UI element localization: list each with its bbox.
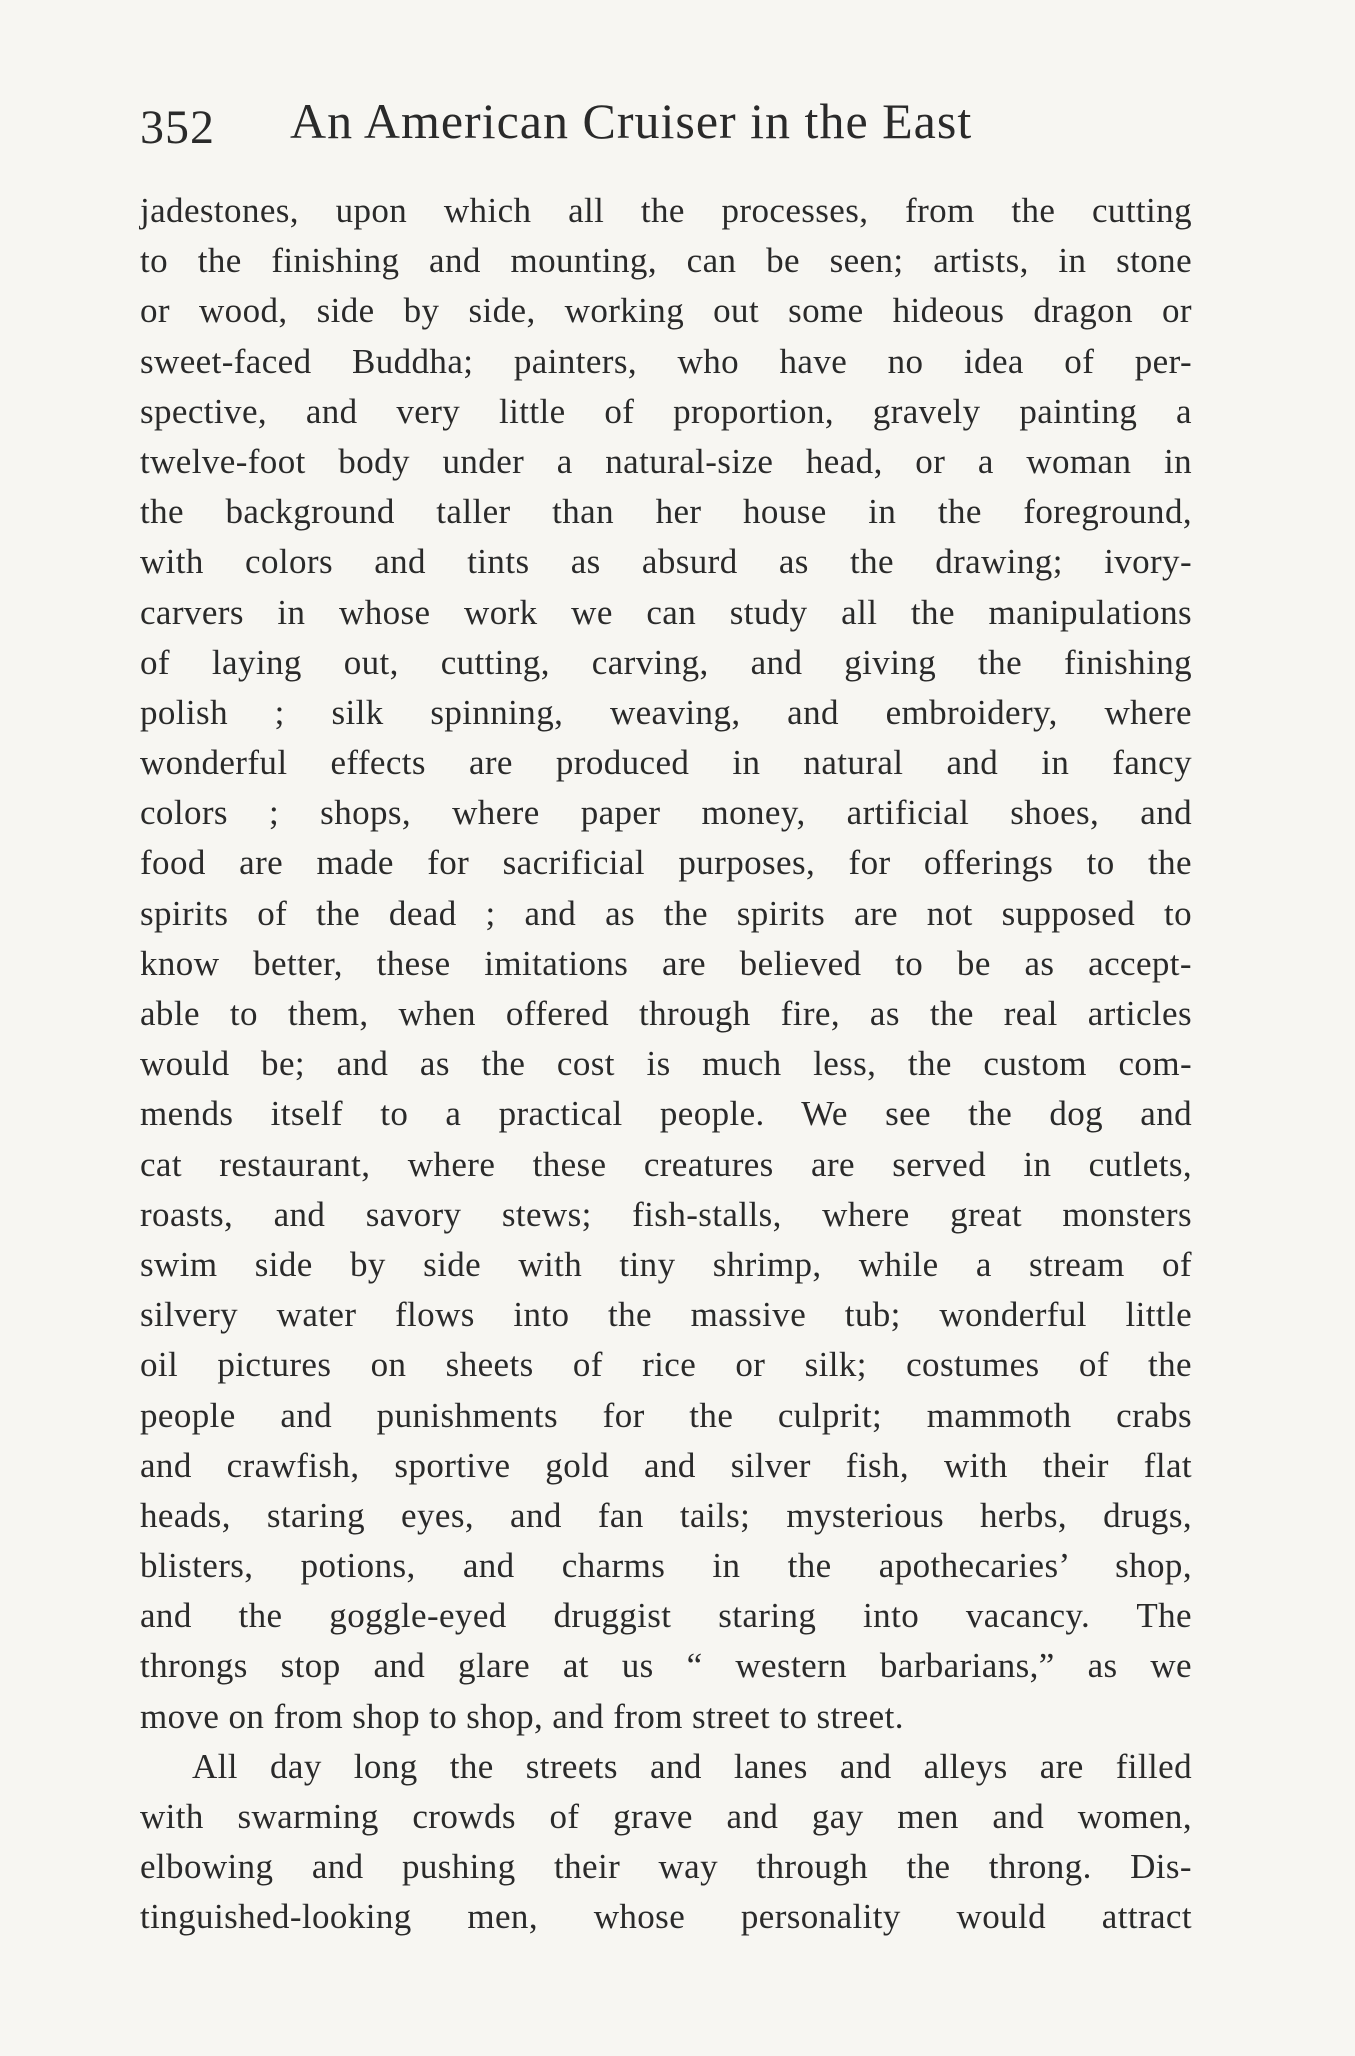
text-line: blisters, potions, and charms in the apothecaries’ shop, — [140, 1546, 1192, 1586]
text-line: able to them, when offered through fire, as the real articles — [140, 994, 1192, 1033]
text-line: throngs stop and glare at us “ western barbarians,” as we — [140, 1646, 1192, 1686]
text-line: would be; and as the cost is much less, the custom com- — [140, 1044, 1192, 1084]
text-line: twelve-foot body under a natural-size head, or a woman in — [140, 441, 1192, 481]
body-text — [140, 186, 1192, 1943]
paragraph — [140, 186, 1192, 1742]
text-line: swim side by side with tiny shrimp, while a stream of — [140, 1244, 1192, 1284]
text-line: colors ; shops, where paper money, artificial shoes, and — [140, 793, 1192, 833]
text-line: to the finishing and mounting, can be seen; artists, in stone — [140, 241, 1192, 281]
text-line: with colors and tints as absurd as the drawing; ivory- — [140, 542, 1192, 582]
text-line: spective, and very little of proportion, gravely painting a — [140, 391, 1192, 431]
text-line: of laying out, cutting, carving, and giving the finishing — [140, 642, 1192, 682]
text-line: and crawfish, sportive gold and silver fish, with their flat — [140, 1445, 1192, 1485]
text-line: oil pictures on sheets of rice or silk; costumes of the — [140, 1345, 1192, 1385]
text-line: cat restaurant, where these creatures are served in cutlets, — [140, 1144, 1192, 1184]
text-line: wonderful effects are produced in natural and in fancy — [140, 743, 1192, 783]
text-line: the background taller than her house in the foreground, — [140, 492, 1192, 532]
text-line: All day long the streets and lanes and alleys are filled — [192, 1746, 1192, 1786]
page-header — [140, 88, 1200, 158]
text-line: sweet-faced Buddha; painters, who have no idea of per- — [140, 341, 1192, 381]
text-line: spirits of the dead ; and as the spirits are not supposed to — [140, 893, 1192, 933]
paragraph — [140, 1742, 1192, 1943]
text-line: heads, staring eyes, and fan tails; mysterious herbs, drugs, — [140, 1495, 1192, 1535]
text-line: with swarming crowds of grave and gay men and women, — [140, 1797, 1192, 1836]
text-line: mends itself to a practical people. We see the dog and — [140, 1094, 1192, 1134]
text-line: polish ; silk spinning, weaving, and embroidery, where — [140, 692, 1192, 732]
text-line: elbowing and pushing their way through the throng. Dis- — [140, 1847, 1192, 1887]
page-number: 352 — [140, 101, 215, 154]
text-line: move on from shop to shop, and from street to street. — [140, 1696, 904, 1736]
text-line: food are made for sacrificial purposes, for offerings to the — [140, 843, 1192, 883]
text-line: silvery water flows into the massive tub; wonderful little — [140, 1295, 1192, 1335]
text-line: jadestones, upon which all the processes, from the cutting — [140, 191, 1192, 230]
text-line: carvers in whose work we can study all the manipulations — [140, 592, 1192, 632]
text-line: tinguished-looking men, whose personality would attract — [140, 1897, 1192, 1937]
text-line: or wood, side by side, working out some hideous dragon or — [140, 291, 1192, 331]
text-line: know better, these imitations are believed to be as accept- — [140, 943, 1192, 983]
running-title: An American Cruiser in the East — [290, 93, 973, 149]
text-line: people and punishments for the culprit; mammoth crabs — [140, 1395, 1192, 1435]
text-line: roasts, and savory stews; fish-stalls, where great monsters — [140, 1194, 1192, 1234]
text-line: and the goggle-eyed druggist staring into vacancy. The — [140, 1596, 1192, 1636]
